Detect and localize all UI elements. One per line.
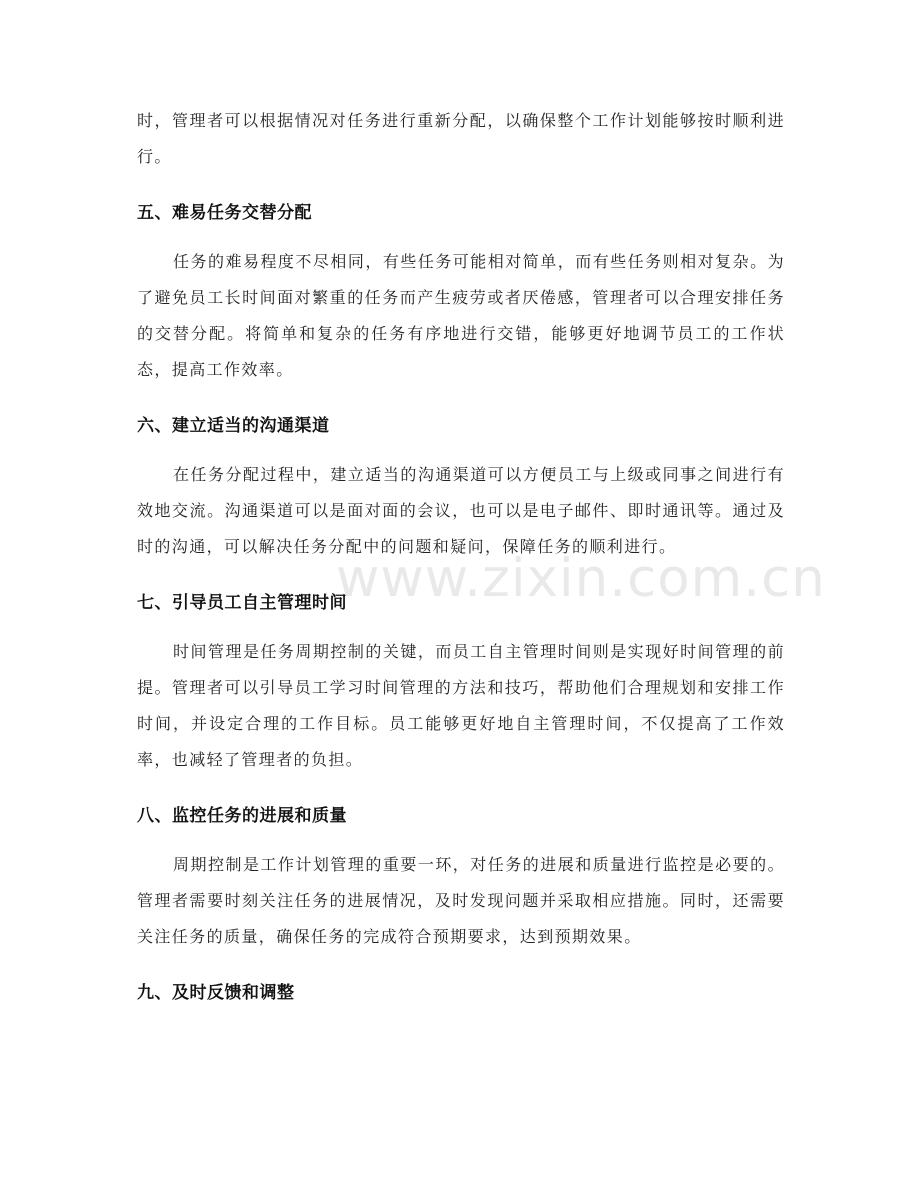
- section-heading-5: 五、难易任务交替分配: [137, 203, 312, 223]
- section-paragraph-8: 周期控制是工作计划管理的重要一环，对任务的进展和质量进行监控是必要的。管理者需要时刻关注任务的进展情况，及时发现问题并采取相应措施。同时，还需要关注任务的质量，确保任务的完成符合预期要求，达到预期效果。: [137, 855, 785, 946]
- section-heading-6: 六、建立适当的沟通渠道: [137, 416, 330, 436]
- section-paragraph-5: 任务的难易程度不尽相同，有些任务可能相对简单，而有些任务则相对复杂。为了避免员工长时间面对繁重的任务而产生疲劳或者厌倦感，管理者可以合理安排任务的交替分配。将简单和复杂的任务有序地进行交错，能够更好地调节员工的工作状态，提高工作效率。: [137, 252, 785, 379]
- section-paragraph-6: 在任务分配过程中，建立适当的沟通渠道可以方便员工与上级或同事之间进行有效地交流。沟通渠道可以是面对面的会议，也可以是电子邮件、即时通讯等。通过及时的沟通，可以解决任务分配中的问题和疑问，保障任务的顺利进行。: [137, 465, 785, 556]
- section-heading-7: 七、引导员工自主管理时间: [137, 593, 347, 613]
- section-paragraph-7: 时间管理是任务周期控制的关键，而员工自主管理时间则是实现好时间管理的前提。管理者可以引导员工学习时间管理的方法和技巧，帮助他们合理规划和安排工作时间，并设定合理的工作目标。员工能够更好地自主管理时间，不仅提高了工作效率，也减轻了管理者的负担。: [137, 642, 785, 769]
- watermark: www.zixin.com.cn: [336, 548, 826, 609]
- section-heading-9: 九、及时反馈和调整: [137, 983, 295, 1003]
- document-body: [137, 103, 785, 1024]
- intro-paragraph: 时，管理者可以根据情况对任务进行重新分配，以确保整个工作计划能够按时顺利进行。: [137, 111, 785, 166]
- section-heading-8: 八、监控任务的进展和质量: [137, 806, 347, 826]
